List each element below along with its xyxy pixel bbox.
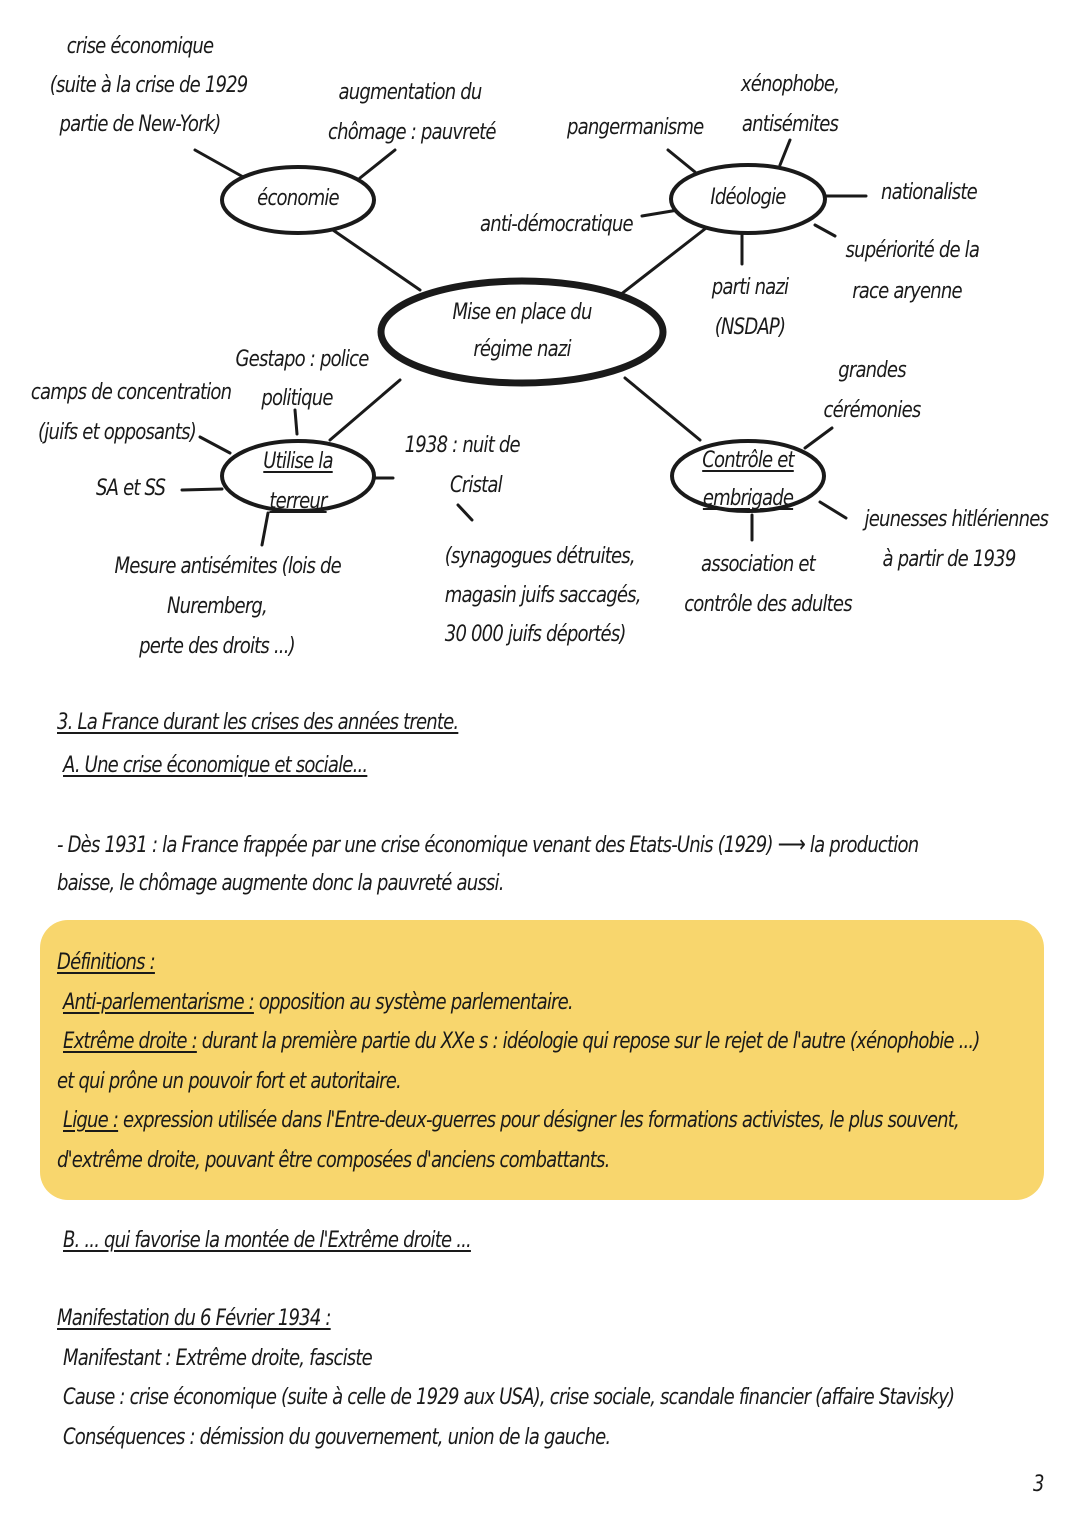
definition-ligue: Ligue : expression utilisée dans l'Entre-deux-guerres pour désigner les formations activistes, le plus souvent, (63, 1108, 959, 1133)
consequences-line: Conséquences : démission du gouvernement, union de la gauche. (63, 1425, 611, 1450)
jeunesses-note: jeunesses hitlériennes à partir de 1939 (864, 507, 1049, 572)
association-note: association et contrôle des adultes (684, 552, 852, 617)
section-3a-paragraph-line2: baisse, le chômage augmente donc la pauvreté aussi. (57, 871, 504, 896)
xenophobe-note: xénophobe, antisémites (740, 72, 840, 137)
section-b-title: B. ... qui favorise la montée de l'Extrême droite ... (63, 1228, 471, 1253)
definition-term: Ligue : (63, 1108, 119, 1133)
definitions-title: Définitions : (57, 950, 155, 975)
manifestant-line: Manifestant : Extrême droite, fasciste (63, 1346, 372, 1371)
center-label-line: régime nazi (473, 337, 571, 362)
center-node (440, 300, 604, 362)
definition-extreme-droite: Extrême droite : durant la première partie du XXe s : idéologie qui repose sur le rejet de l'autre (xénophobie ...) (63, 1029, 980, 1054)
terreur-node: Utilise la terreur (263, 449, 333, 514)
definition-term: Extrême droite : (63, 1029, 197, 1054)
ceremonies-note: grandes cérémonies (823, 358, 921, 423)
pangermanisme-note: pangermanisme (567, 115, 704, 140)
camps-note: camps de concentration (juifs et opposants) (30, 380, 232, 445)
cause-line: Cause : crise économique (suite à celle de 1929 aux USA), crise sociale, scandale financier (affaire Stavisky) (63, 1385, 955, 1410)
superiorite-note: supériorité de la race aryenne (845, 238, 980, 304)
center-label-line: Mise en place du (452, 300, 592, 325)
economie-crise-note: crise économique (suite à la crise de 1929 partie de New-York) (49, 34, 248, 137)
page-number: 3 (1033, 1472, 1044, 1497)
controle-node: Contrôle et embrigade (702, 448, 794, 511)
nationaliste-note: nationaliste (881, 180, 977, 205)
definition-anti-parlementarisme: Anti-parlementarisme : opposition au système parlementaire. (63, 990, 573, 1015)
sa-ss-note: SA et SS (96, 476, 166, 501)
nuit-cristal-details: (synagogues détruites, magasin juifs saccagés, 30 000 juifs déportés) (444, 544, 641, 647)
manifestation-title: Manifestation du 6 Février 1934 : (57, 1306, 331, 1331)
gestapo-note: Gestapo : police politique (235, 347, 369, 411)
section-3a-paragraph-line1: - Dès 1931 : la France frappée par une crise économique venant des Etats-Unis (1929) ⟶ la production (57, 830, 919, 858)
parti-nazi-note: parti nazi (NSDAP) (711, 275, 789, 340)
definition-term: Anti-parlementarisme : (63, 990, 254, 1015)
right-arrow-icon: ⟶ (777, 830, 805, 858)
anti-democratique-note: anti-démocratique (480, 212, 633, 237)
mesures-note: Mesure antisémites (lois de Nuremberg, perte des droits ...) (114, 554, 341, 659)
economie-chomage-note: augmentation du chômage : pauvreté (328, 80, 496, 145)
section-3a-title: A. Une crise économique et sociale... (63, 753, 368, 778)
definition-ligue-continuation: d'extrême droite, pouvant être composées d'anciens combattants. (57, 1148, 610, 1173)
section-3-title: 3. La France durant les crises des années trente. (57, 710, 459, 735)
economie-node: économie (257, 186, 339, 211)
ideologie-node: Idéologie (710, 185, 786, 210)
definition-extreme-droite-continuation: et qui prône un pouvoir fort et autoritaire. (57, 1069, 401, 1094)
nuit-cristal-note: 1938 : nuit de Cristal (404, 433, 520, 498)
